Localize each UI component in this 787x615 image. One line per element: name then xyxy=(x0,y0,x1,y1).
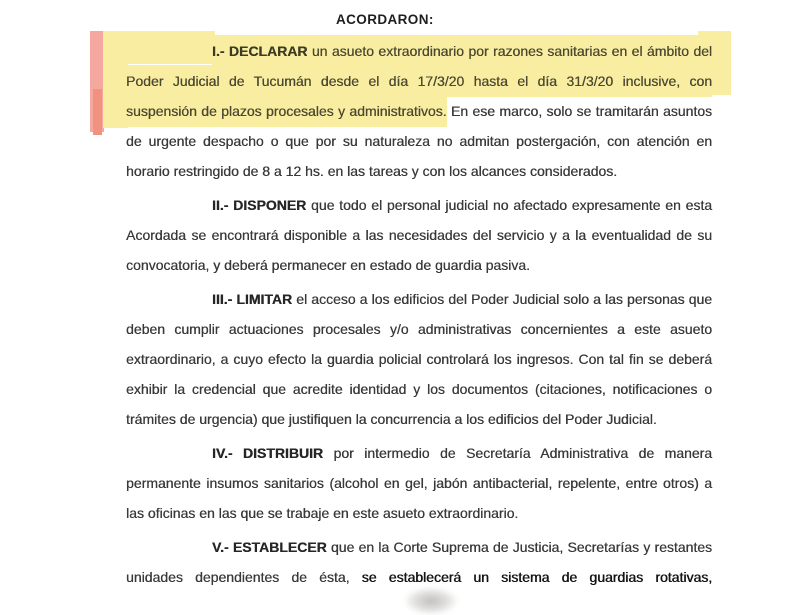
clause-number-disponer: II.- DISPONER xyxy=(212,197,307,213)
paragraph-disponer xyxy=(126,190,712,280)
pink-margin-marker-dark-stroke xyxy=(93,89,102,135)
paragraph-text-establecer-dark-ink: se establecerá un sistema de guardias rotativas, xyxy=(349,569,712,585)
paragraph-text-distribuir: por intermedio de Secretaría Administrativa de manera permanente insumos sanitarios (alcohol en gel, jabón antibacterial, repelente, entre otros) a las oficinas en las que se trabaje en este asueto extraordinario. xyxy=(126,445,713,521)
document-body xyxy=(126,36,712,596)
paragraph-text-establecer: que en la Corte Suprema de Justicia, Secretarías y restantes unidades dependientes de ésta, xyxy=(126,539,712,585)
stamp-smudge xyxy=(404,587,458,615)
clause-number-declarar: I.- DECLARAR xyxy=(212,35,307,67)
clause-number-limitar: III.- LIMITAR xyxy=(212,291,293,307)
paragraph-text-declarar: En ese marco, solo se tramitarán asuntos de urgente despacho o que por su naturaleza no admitan postergación, con atención en horario restringido de 8 a 12 hs. en las tareas y con los alcances considerados. xyxy=(126,103,712,179)
paragraph-distribuir xyxy=(126,438,712,528)
clause-number-establecer: V.- ESTABLECER xyxy=(212,539,327,555)
paragraph-text-disponer: que todo el personal judicial no afectado expresamente en esta Acordada se encontrará disponible a las necesidades del servicio y a la eventualidad de su convocatoria, y deberá permanecer en estado de guardia pasiva. xyxy=(126,197,712,273)
clause-number-distribuir: IV.- DISTRIBUIR xyxy=(212,445,324,461)
paragraph-establecer xyxy=(126,532,712,592)
highlighted-text-declarar: un asueto extraordinario por razones sanitarias en el ámbito del Poder Judicial de Tucumán desde el día 17/3/20 hasta el día 31/3/20 inclusive, con suspensión de plazos procesales y administrativos. xyxy=(126,35,712,127)
paragraph-text-limitar: el acceso a los edificios del Poder Judicial solo a las personas que deben cumplir actuaciones procesales y/o administrativas concernientes a este asueto extraordinario, a cuyo efecto la guardia policial controlará los ingresos. Con tal fin se deberá exhibir la credencial que acredite identidad y los documentos (citaciones, notificaciones o trámites de urgencia) que justifiquen la concurrencia a los edificios del Poder Judicial. xyxy=(126,291,712,427)
document-heading: ACORDARON: xyxy=(336,12,434,27)
paragraph-limitar xyxy=(126,284,712,434)
paragraph-declarar xyxy=(126,36,712,186)
